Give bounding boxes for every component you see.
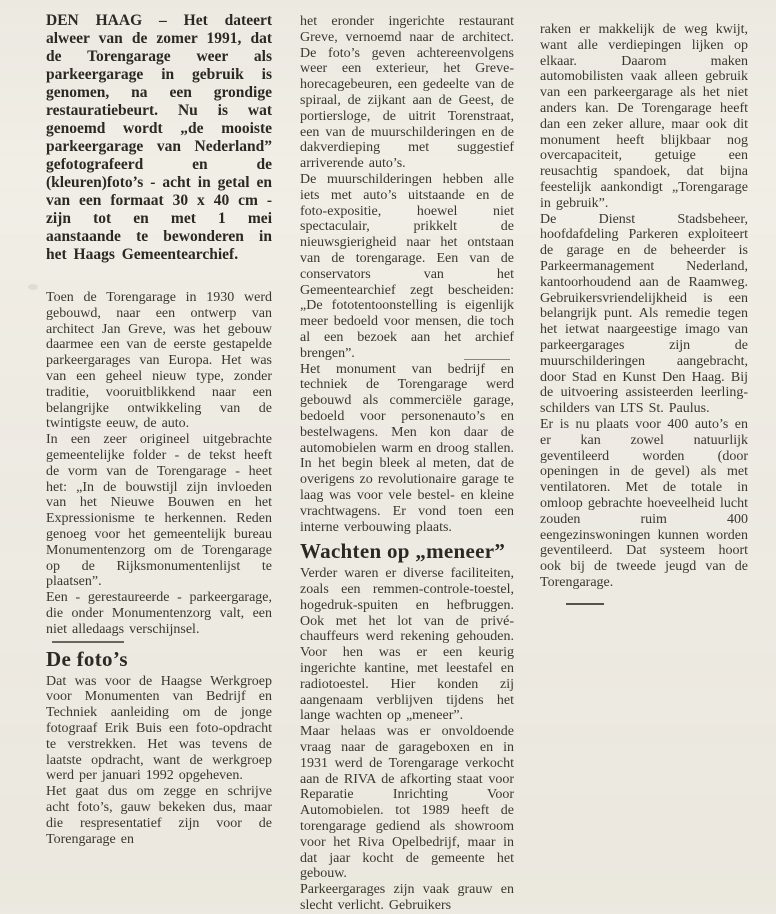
end-of-article-dash (566, 603, 604, 605)
body-paragraph: Parkeergarages zijn vaak grauw en slecht verlicht. Gebruikers (300, 882, 514, 914)
body-paragraph: raken er makkelijk de weg kwijt, want alle verdiepingen lijken op elkaar. Daarom maken automobilisten vaak alleen gebruik van een parkeergarage als het niet anders kan. De Torengarage heeft dan een zeker allure, maar ook dit monument heeft blijkbaar nog overcapaciteit, getuige een reusachtig spandoek, dat bijna feestelijk aankondigt „Torengarage in gebruik”. (540, 22, 748, 211)
body-paragraph: De muurschilderingen hebben alle iets met auto’s uitstaande en de foto-expositie, hoewel niet spectaculair, prikkelt de nieuwsgierigheid naar het ontstaan van de torengarage. Een van de conservators van het Gemeentearchief zegt bescheiden: „De fototentoonstelling is eigenlijk meer bedoeld voor mensen, die toch al een bezoek aan het archief brengen”. (300, 171, 514, 361)
scan-speckle (148, 596, 156, 601)
section-heading-wachten-op-meneer: Wachten op „meneer” (300, 539, 506, 564)
body-paragraph: Dat was voor de Haagse Werkgroep voor Monumenten van Bedrijf en Techniek aanleiding om de jonge fotograaf Erik Buis een foto-opdracht te verstrekken. Het was tevens de laatste opdracht, want de werkgroep werd per januari 1992 opgeheven. (46, 673, 272, 784)
scan-speckle (28, 284, 38, 290)
section-heading-de-fotos: De foto’s (46, 646, 128, 671)
scan-speckle (660, 46, 667, 51)
body-paragraph: Een - gerestaureerde - parkeergarage, die onder Monumentenzorg valt, een niet alledaags verschijnsel. (46, 590, 272, 637)
body-paragraph: Verder waren er diverse faciliteiten, zoals een remmen-controle-toestel, hogedruk-spuiten en hefbruggen. Ook met het lot van de privé-chauffeurs werd rekening gehouden. Voor hen was er een keurig ingerichte kantine, met leestafel en radiotoestel. Hier konden zij aangenaam verblijven tijdens het lange wachten op „meneer”. (300, 566, 514, 724)
section-divider-rule (52, 641, 124, 643)
body-paragraph: Toen de Torengarage in 1930 werd gebouwd, naar een ontwerp van architect Jan Greve, was het gebouw daarmee een van de eerste gestapelde parkeergarages van Europa. Het was van een geheel nieuw type, zonder traditie, vooruitblikkend naar een belangrijke ontwikkeling van de twintigste eeuw, de auto. (46, 290, 272, 432)
body-paragraph: het eronder ingerichte restaurant Greve, vernoemd naar de architect. De foto’s geven achtereenvolgens weer een exterieur, het Greve-horecagebeuren, een gedeelte van de spiraal, de zijkant aan de Geest, de portiersloge, de uitrit Torenstraat, een van de muurschilderingen en de dakverdieping met suggestief arriverende auto’s. (300, 14, 514, 172)
body-paragraph: Het monument van bedrijf en techniek de Torengarage werd gebouwd als commerciële garage, bedoeld voor personenauto’s en bestelwagens. Men kon daar de automobielen warm en droog stallen. In het begin bleek al meten, dat de overigens zo revolutionaire garage te laag was voor vele bestel- en kleine vrachtwagens. Er vond toen een interne verbouwing plaats. (300, 361, 514, 535)
body-paragraph: In een zeer origineel uitgebrachte gemeentelijke folder - de tekst heeft de vorm van de Torengarage - heet het: „In de bouwstijl zijn invloeden van het Nieuwe Bouwen en het Expressionisme te herkennen. Reden genoeg voor het gemeentelijk bureau Monumentenzorg om de Torengarage op de Rijksmonumentenlijst te plaatsen”. (46, 432, 272, 590)
body-paragraph: Maar helaas was er onvoldoende vraag naar de garageboxen en in 1931 werd de Torengarage verkocht aan de RIVA de afkorting staat voor Reparatie Inrichting Voor Automobielen. tot 1989 heeft de torengarage gediend als showroom voor het Riva Opelbedrijf, maar in dat jaar kocht de gemeente het gebouw. (300, 724, 514, 882)
body-paragraph: Het gaat dus om zegge en schrijve acht foto’s, gauw bekeken dus, maar die respresentatief zijn voor de Torengarage en (46, 784, 272, 847)
article-column-1 (46, 12, 272, 847)
scan-underline-artifact (464, 359, 510, 360)
body-paragraph: De Dienst Stadsbeheer, hoofdafdeling Parkeren exploiteert de garage en de beheerder is Parkeermanagement Nederland, kantoorhoudend aan de Raamweg. Gebruikersvriendelijkheid is een belangrijk punt. Als remedie tegen het ietwat naargeestige imago van parkeergarages zijn de muurschilderingen aangebracht, door Stad en Kunst Den Haag. Bij de uitvoering assisteerden leerling-schilders van LTS St. Paulus. (540, 211, 748, 417)
article-column-2 (300, 14, 514, 914)
lead-paragraph: DEN HAAG – Het dateert alweer van de zomer 1991, dat de Torengarage weer als parkeergarage in gebruik is genomen, na een grondige restauratiebeurt. Nu is wat genoemd wordt „de mooiste parkeergarage van Nederland” gefotografeerd en de (kleuren)foto’s - acht in getal en van een formaat 30 x 40 cm - zijn tot en met 1 mei aanstaande te bewonderen in het Haags Gemeentearchief. (46, 12, 272, 263)
body-paragraph: Er is nu plaats voor 400 auto’s en er kan zowel natuurlijk geventileerd worden (door openingen in de gevel) als met ventilatoren. Met de totale in omloop gebrachte hoeveelheid lucht zouden ruim 400 eengezinswoningen kunnen worden geventileerd. Dat systeem hoort ook bij de tweede jeugd van de Torengarage. (540, 416, 748, 590)
article-column-3 (540, 22, 748, 605)
